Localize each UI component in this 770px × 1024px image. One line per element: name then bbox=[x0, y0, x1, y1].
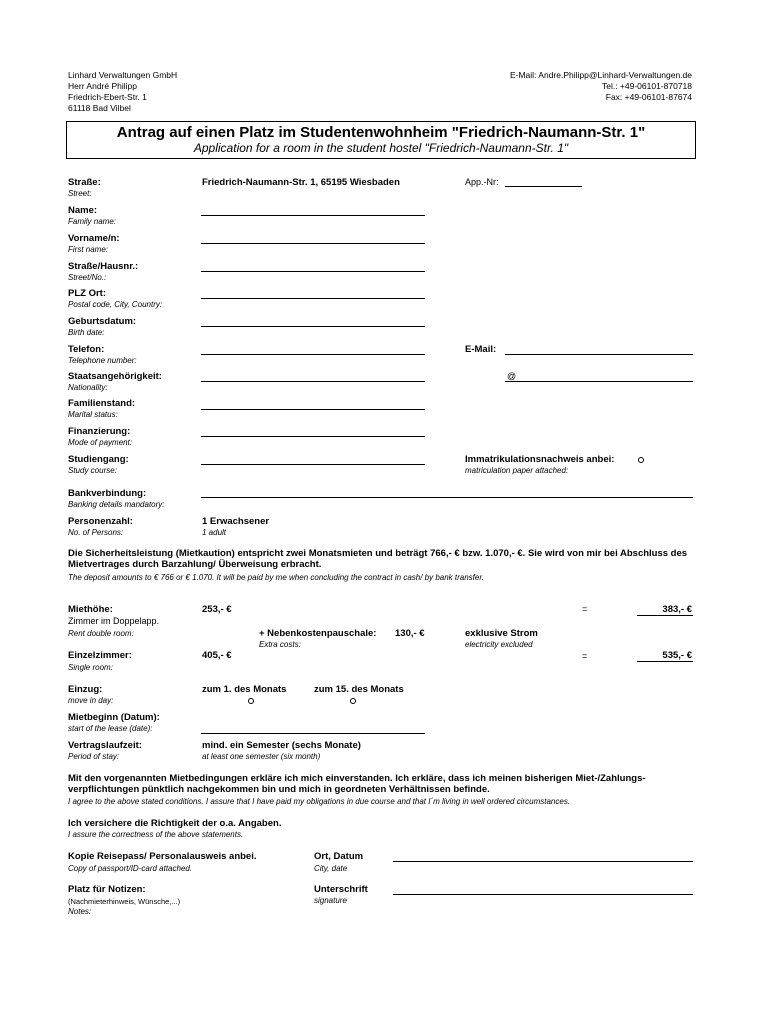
laufzeit-value-en: at least one semester (six month) bbox=[202, 752, 321, 761]
strom-label: exklusive Strom bbox=[465, 628, 538, 639]
company-city: 61118 Bad Vilbel bbox=[68, 103, 131, 113]
single-room-price: 405,- € bbox=[202, 650, 232, 661]
double-room-label-en: Rent double room: bbox=[68, 629, 134, 638]
bank-label: Bankverbindung: bbox=[68, 488, 147, 499]
mietbeginn-label: Mietbeginn (Datum): bbox=[68, 712, 160, 723]
ort-datum-label: Ort, Datum bbox=[314, 851, 364, 862]
email-field[interactable] bbox=[505, 354, 693, 355]
kopie-label-en: Copy of passport/ID-card attached. bbox=[68, 864, 193, 873]
studiengang-label-en: Study course: bbox=[68, 466, 117, 475]
app-nr-label: App.-Nr: bbox=[465, 177, 499, 187]
finanzierung-label: Finanzierung: bbox=[68, 426, 131, 437]
title-box bbox=[66, 121, 696, 159]
nebenkosten-price: 130,- € bbox=[395, 628, 425, 639]
company-street: Friedrich-Ebert-Str. 1 bbox=[68, 92, 147, 102]
title-de: Antrag auf einen Platz im Studentenwohnheim "Friedrich-Naumann-Str. 1" bbox=[116, 124, 646, 141]
assure-text-en: I assure the correctness of the above statements. bbox=[68, 830, 244, 839]
staat-label: Staatsangehörigkeit: bbox=[68, 371, 162, 382]
immat-label-en: matriculation paper attached: bbox=[465, 466, 569, 475]
miethoehe-label: Miethöhe: bbox=[68, 604, 113, 615]
single-room-label-en: Single room: bbox=[68, 663, 113, 672]
strasse-value: Friedrich-Naumann-Str. 1, 65195 Wiesbaden bbox=[202, 177, 400, 188]
laufzeit-label: Vertragslaufzeit: bbox=[68, 740, 142, 751]
mietbeginn-label-en: start of the lease (date): bbox=[68, 724, 153, 733]
finanzierung-field[interactable] bbox=[201, 436, 425, 437]
title-en: Application for a room in the student hostel "Friedrich-Naumann-Str. 1" bbox=[193, 141, 569, 155]
name-field[interactable] bbox=[201, 215, 425, 216]
telefon-field[interactable] bbox=[201, 354, 425, 355]
personen-label: Personenzahl: bbox=[68, 516, 133, 527]
double-total-underline bbox=[637, 615, 693, 616]
studiengang-field[interactable] bbox=[201, 464, 425, 465]
single-room-label: Einzelzimmer: bbox=[68, 650, 132, 661]
hausnr-label-en: Street/No.: bbox=[68, 273, 107, 282]
laufzeit-value: mind. ein Semester (sechs Monate) bbox=[202, 740, 361, 751]
contact-fax: Fax: +49-06101-87674 bbox=[605, 92, 692, 102]
deposit-text: Die Sicherheitsleistung (Mietkaution) entspricht zwei Monatsmieten und beträgt 766,- € bzw. 1.070,- €. Sie wird von mir bei Abschluss des Mietvertrages durch Barzahlung/ Überweisung erbracht. bbox=[68, 548, 688, 570]
agreement-text: Mit den vorgenannten Mietbedingungen erkläre ich mich einverstanden. Ich erkläre, dass ich meinen bisherigen Miet-/Zahlungs-verpflichtungen pünktlich nachgekommen bin und mich in geordneten Verhältnissen befinde. bbox=[68, 773, 646, 795]
strom-label-en: electricity excluded bbox=[465, 640, 533, 649]
name-label: Name: bbox=[68, 205, 98, 216]
vorname-label-en: First name: bbox=[68, 245, 109, 254]
notizen-sub: (Nachmieterhinweis, Wünsche,...) bbox=[68, 897, 181, 906]
strasse-label-en: Street: bbox=[68, 189, 92, 198]
geburt-label-en: Birth date: bbox=[68, 328, 105, 337]
app-nr-field[interactable] bbox=[505, 186, 582, 187]
ort-datum-label-en: City, date bbox=[314, 864, 348, 873]
familienstand-label: Familienstand: bbox=[68, 398, 136, 409]
nebenkosten-label: + Nebenkostenpauschale: bbox=[259, 628, 377, 639]
bank-label-en: Banking details mandatory: bbox=[68, 500, 165, 509]
einzug-option-1-radio[interactable] bbox=[248, 698, 254, 704]
single-total-underline bbox=[637, 661, 693, 662]
name-label-en: Family name: bbox=[68, 217, 117, 226]
mietbeginn-field[interactable] bbox=[201, 733, 425, 734]
familienstand-field[interactable] bbox=[201, 409, 425, 410]
studiengang-label: Studiengang: bbox=[68, 454, 129, 465]
equals-1: = bbox=[582, 604, 588, 614]
plz-label-en: Postal code, City, Country: bbox=[68, 300, 163, 309]
staat-label-en: Nationality: bbox=[68, 383, 108, 392]
double-room-total: 383,- € bbox=[662, 604, 692, 615]
double-room-price: 253,- € bbox=[202, 604, 232, 615]
plz-field[interactable] bbox=[201, 298, 425, 299]
personen-label-en: No. of Persons: bbox=[68, 528, 124, 537]
einzug-option-1-label: zum 1. des Monats bbox=[202, 684, 287, 695]
single-room-total: 535,- € bbox=[662, 650, 692, 661]
vorname-field[interactable] bbox=[201, 243, 425, 244]
unterschrift-label-en: signature bbox=[314, 896, 347, 905]
deposit-text-en: The deposit amounts to € 766 or € 1.070. It will be paid by me when concluding the contract in cash/ by bank transfer. bbox=[68, 573, 484, 582]
familienstand-label-en: Marital status: bbox=[68, 410, 118, 419]
telefon-label-en: Telephone number: bbox=[68, 356, 137, 365]
personen-value-en: 1 adult bbox=[202, 528, 227, 537]
telefon-label: Telefon: bbox=[68, 344, 105, 355]
equals-2: = bbox=[582, 651, 588, 661]
notizen-label: Platz für Notizen: bbox=[68, 884, 146, 895]
staat-field[interactable] bbox=[201, 381, 425, 382]
contact-tel: Tel.: +49-06101-870718 bbox=[601, 81, 692, 91]
assure-text: Ich versichere die Richtigkeit der o.a. Angaben. bbox=[68, 818, 282, 829]
company-name: Linhard Verwaltungen GmbH bbox=[68, 70, 178, 80]
hausnr-field[interactable] bbox=[201, 271, 425, 272]
email-label: E-Mail: bbox=[465, 344, 497, 355]
email-at-sign: @ bbox=[507, 371, 517, 381]
vorname-label: Vorname/n: bbox=[68, 233, 120, 244]
strasse-label: Straße: bbox=[68, 177, 101, 188]
ort-datum-field[interactable] bbox=[393, 861, 693, 862]
geburt-label: Geburtsdatum: bbox=[68, 316, 137, 327]
notizen-label-en: Notes: bbox=[68, 907, 92, 916]
nebenkosten-label-en: Extra costs: bbox=[259, 640, 301, 649]
einzug-option-15-radio[interactable] bbox=[350, 698, 356, 704]
laufzeit-label-en: Period of stay: bbox=[68, 752, 120, 761]
unterschrift-field[interactable] bbox=[393, 894, 693, 895]
contact-email: E-Mail: Andre.Philipp@Linhard-Verwaltungen.de bbox=[509, 70, 692, 80]
plz-label: PLZ Ort: bbox=[68, 288, 106, 299]
einzug-label-en: move in day: bbox=[68, 696, 114, 705]
personen-value: 1 Erwachsener bbox=[202, 516, 270, 527]
unterschrift-label: Unterschrift bbox=[314, 884, 368, 895]
einzug-option-15-label: zum 15. des Monats bbox=[314, 684, 404, 695]
geburt-field[interactable] bbox=[201, 326, 425, 327]
agreement-text-en: I agree to the above stated conditions. I assure that I have paid my obligations in due course and that I´m living in well ordered circumstances. bbox=[68, 797, 571, 806]
einzug-label: Einzug: bbox=[68, 684, 103, 695]
double-room-label: Zimmer im Doppelapp. bbox=[68, 616, 160, 626]
bank-field[interactable] bbox=[201, 497, 693, 498]
contact-person: Herr André Philipp bbox=[68, 81, 137, 91]
immat-checkbox[interactable] bbox=[638, 457, 644, 463]
finanzierung-label-en: Mode of payment: bbox=[68, 438, 133, 447]
kopie-label: Kopie Reisepass/ Personalausweis anbei. bbox=[68, 851, 257, 862]
immat-label: Immatrikulationsnachweis anbei: bbox=[465, 454, 615, 465]
hausnr-label: Straße/Hausnr.: bbox=[68, 261, 139, 272]
email-domain-field[interactable] bbox=[505, 381, 693, 382]
